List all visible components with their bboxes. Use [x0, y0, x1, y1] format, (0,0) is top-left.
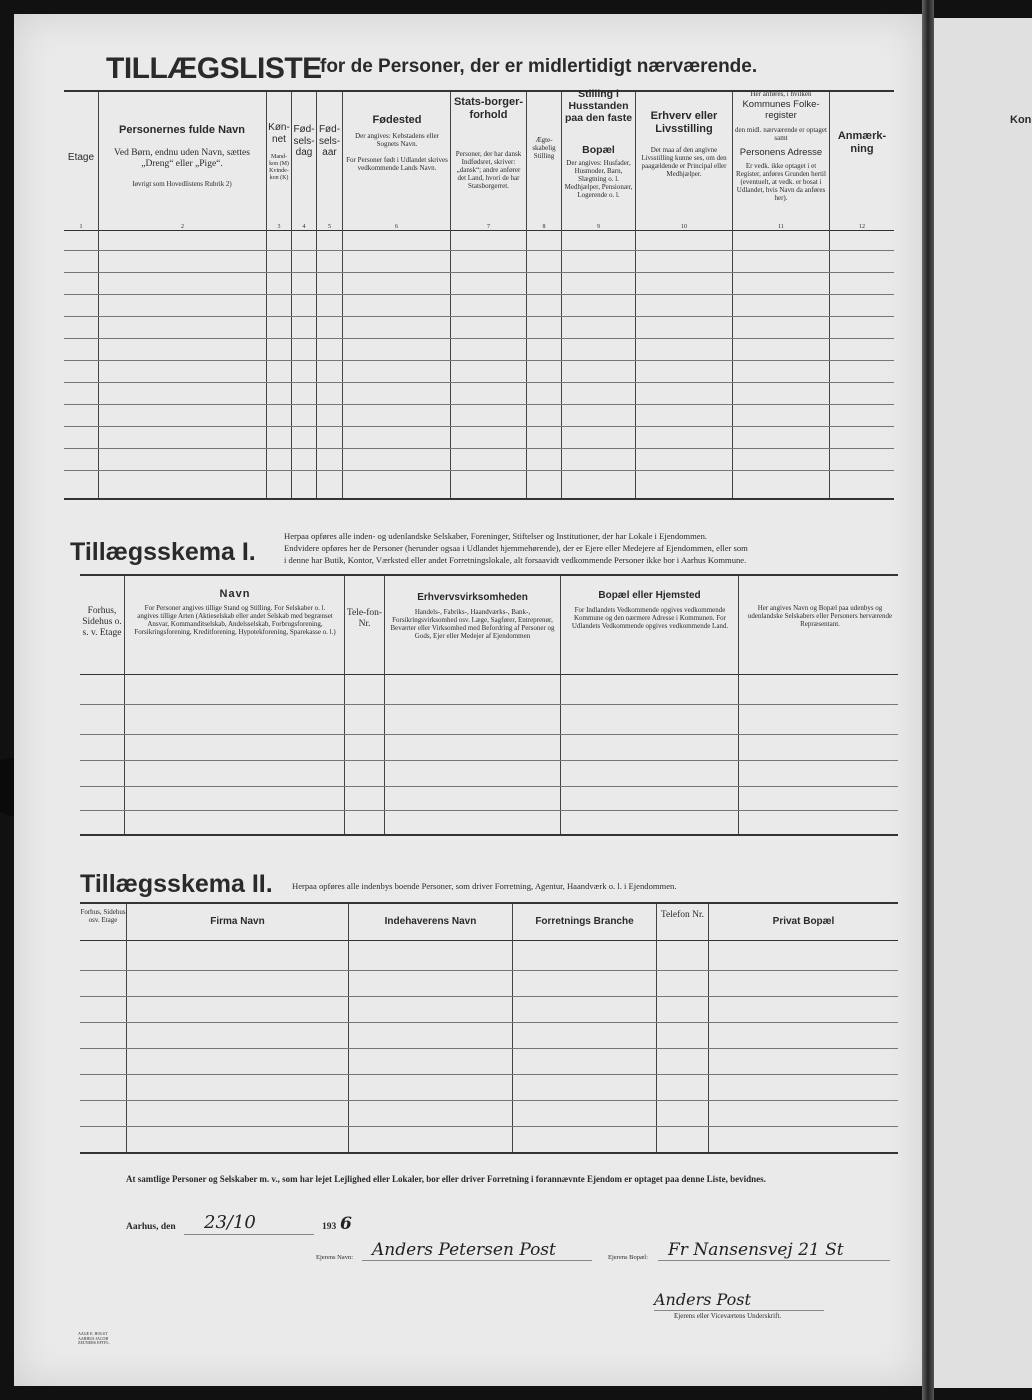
skema1-text-line3: i denne har Butik, Kontor, Værksted eller andet Forretningslokale, alt forsaavidt vedkommende Personer ikke bor i Aarhus Kommune.: [284, 555, 747, 565]
main-row-line: [64, 426, 894, 427]
skema2-row-line: [80, 996, 898, 997]
skema2-table-top: [80, 902, 898, 904]
main-row-line: [64, 338, 894, 339]
col-household-bopael: Bopæl: [582, 144, 615, 156]
skema1-row-line: [80, 704, 898, 705]
skema1-col-business-sub: Handels-, Fabriks-, Haandværks-, Bank-, Forsikringsvirksomhed osv. Læge, Sagfører, Entreprenør, Beværter eller Virksomhed med Befordring af Personer og Gods, Ejer eller Medejer af Ejendommen: [390, 608, 555, 641]
year-printed: 193: [322, 1222, 337, 1232]
skema2-text: Herpaa opføres alle indenbys boende Personer, som driver Forretning, Agentur, Haandværk o. l. i Ejendommen.: [292, 881, 677, 891]
col-remark-header: Anmærk-ning: [837, 130, 887, 155]
owner-address-label: Ejerens Bopæl:: [608, 1254, 648, 1261]
skema1-table-bottom: [80, 834, 898, 836]
main-row-line: [64, 294, 894, 295]
main-subtitle: for de Personer, der er midlertidigt nærværende.: [320, 56, 758, 77]
col-register-sub: Er vedk. ikke optaget i et Register, anføres Grunden hertil (eventuelt, at vedk. er bosat i Udlandet, hvis Navn da anføres her).: [736, 162, 826, 203]
main-row-line: [64, 448, 894, 449]
main-row-line: [64, 470, 894, 471]
col-number: 10: [681, 224, 687, 230]
main-col-sep: [98, 92, 99, 498]
printer-mark: AAGE E. HOLST AARHUS JACOB ZEUNERS EFTFL.: [78, 1331, 110, 1346]
col-register-address: Personens Adresse: [739, 147, 823, 158]
col-number: 4: [302, 224, 306, 230]
skema1-table-top: [80, 574, 898, 576]
main-table-bottom: [64, 498, 894, 500]
col-number: 1: [79, 224, 83, 230]
col-birthyear-header: Fød-sels-aar: [318, 124, 341, 158]
skema1-col-name-sub: For Personer angives tillige Stand og Stilling. For Selskaber o. l. angives tillige Arten (Aktieselskab eller andet Selskab med begrænset Ansvar, Kommanditselskab, Andelsselskab, Forbrugsforening, Forsikringsforening, Kreditforening, Hypotekforening, Sparekasse o. l.): [134, 604, 336, 637]
skema2-col-sep: [708, 904, 709, 1152]
skema2-row-line: [80, 1074, 898, 1075]
skema2-row-line: [80, 1048, 898, 1049]
signature-label: Ejerens eller Viceværtens Underskrift.: [674, 1312, 782, 1320]
skema1-row-line: [80, 786, 898, 787]
skema1-col-residence: Bopæl eller Hjemsted: [598, 590, 701, 601]
skema2-col-sep: [348, 904, 349, 1152]
signature-line: [654, 1310, 824, 1311]
skema1-text-line1: Herpaa opføres alle inden- og udenlandske Selskaber, Foreninger, Stiftelser og Institutioner, der har Lokale i Ejendommen.: [284, 531, 708, 541]
skema2-col-firm: Firma Navn: [210, 916, 265, 927]
col-register-mid: den midl. nærværende er optaget samt: [735, 126, 827, 143]
col-number: 6: [395, 224, 398, 230]
signature-handwritten: Anders Post: [654, 1290, 751, 1309]
skema1-row-line: [80, 810, 898, 811]
next-page-edge-text: Kon: [1010, 114, 1032, 126]
skema2-row-line: [80, 1100, 898, 1101]
skema2-title: Tillægsskema II.: [80, 870, 273, 898]
main-row-line: [64, 360, 894, 361]
year-handwritten: 6: [340, 1214, 352, 1234]
skema1-col-sep: [384, 576, 385, 834]
owner-name-label: Ejerens Navn:: [316, 1254, 354, 1261]
col-name-note: Iøvrigt som Hovedlistens Rubrik 2): [132, 180, 232, 188]
col-register-header: Kommunes Folke-register: [742, 99, 820, 121]
owner-address-line: [658, 1260, 890, 1261]
skema1-header-bottom: [80, 674, 898, 675]
next-page-edge: [934, 18, 1032, 1388]
col-number: 11: [778, 224, 784, 230]
skema2-col-sep: [656, 904, 657, 1152]
main-col-sep: [450, 92, 451, 498]
main-row-line: [64, 382, 894, 383]
col-birthplace-note: For Personer født i Udlandet skrives vedkommende Lands Navn.: [346, 156, 448, 173]
skema1-col-residence-sub: For Indlandets Vedkommende opgives vedkommende Kommune og den nærmere Adresse i Kommunen. For Udlandets Vedkommende opgives vedkommende Land.: [571, 606, 729, 631]
col-household-sub: Der angives: Husfader, Husmoder, Barn, Slægtning o. l. Medhjælper, Pensionær, Logerende o. l.: [564, 159, 633, 200]
main-title: TILLÆGSLISTE: [106, 52, 322, 85]
skema1-title: Tillægsskema I.: [70, 538, 256, 566]
date-handwritten: 23/10: [204, 1212, 256, 1233]
skema1-row-line: [80, 734, 898, 735]
col-name-sub: Ved Børn, endnu uden Navn, sættes „Dreng“ eller „Pige“.: [114, 148, 250, 169]
col-household-header: Stilling i Husstanden paa den faste: [564, 88, 633, 125]
col-number: 12: [859, 224, 865, 230]
skema2-col-owner: Indehaverens Navn: [384, 916, 477, 927]
main-col-sep: [342, 92, 343, 498]
skema2-col-sep: [126, 904, 127, 1152]
col-gender-sub: Mand-kon (M) Kvinde-kon (K): [269, 154, 289, 181]
form-page: [14, 14, 922, 1386]
col-marital-header: Ægte-skabelig Stilling: [532, 136, 556, 161]
owner-name-handwritten: Anders Petersen Post: [372, 1240, 556, 1260]
book-spine: [922, 0, 934, 1400]
col-etage-header: Etage: [67, 152, 95, 163]
col-birthday-header: Fød-sels-dag: [293, 124, 315, 158]
skema2-col-phone: Telefon Nr.: [660, 910, 705, 920]
col-birthplace-header: Fødested: [372, 114, 422, 126]
skema2-row-line: [80, 1022, 898, 1023]
skema1-text-line2: Endvidere opføres her de Personer (herunder ogsaa i Udlandet hjemmehørende), der er Ejere eller Medejere af Ejendommen, eller som: [284, 543, 748, 553]
col-number: 7: [487, 224, 490, 230]
skema1-col-sep: [124, 576, 125, 834]
col-number: 8: [542, 224, 546, 230]
skema2-col-sep: [512, 904, 513, 1152]
col-gender-header: Køn-net: [268, 122, 290, 145]
declaration-text: At samtlige Personer og Selskaber m. v., som har lejet Lejlighed eller Lokaler, bor eller driver Forretning i forannævnte Ejendom er optaget paa denne Liste, bevidnes.: [126, 1174, 766, 1184]
main-col-sep: [266, 92, 267, 498]
skema2-col-branch: Forretnings Branche: [535, 916, 634, 927]
date-line: [184, 1234, 314, 1235]
owner-name-line: [362, 1260, 592, 1261]
skema1-col-business: Erhvervsvirksomheden: [417, 592, 528, 603]
col-number: 3: [277, 224, 281, 230]
col-citizenship-header: Stats-borger-forhold: [453, 96, 524, 121]
col-name-header: Personernes fulde Navn: [119, 124, 245, 136]
col-number: 9: [597, 224, 600, 230]
skema1-col-phone: Tele-fon-Nr.: [346, 608, 383, 629]
skema1-col-name: Navn: [219, 588, 251, 600]
skema1-row-line: [80, 760, 898, 761]
main-row-line: [64, 316, 894, 317]
skema1-col-etage: Forhus, Sidehus o. s. v. Etage: [82, 606, 122, 638]
col-citizenship-sub: Personer, der har dansk Indfødsret, skriver: „dansk“; andre anfører det Land, hvori de har Statsborgerret.: [455, 150, 522, 191]
col-occupation-sub: Det maa af den angivne Livsstilling kunne ses, om den paagældende er Principal eller Medhjælper.: [641, 146, 727, 179]
main-row-line: [64, 250, 894, 251]
skema1-col-sep: [738, 576, 739, 834]
col-number: 2: [181, 224, 184, 230]
place-label: Aarhus, den: [126, 1222, 176, 1232]
skema1-col-representative: Her angives Navn og Bopæl paa udenbys og udenlandske Selskabers eller Personers herværende Repræsentant.: [747, 604, 893, 629]
owner-address-handwritten: Fr Nansensvej 21 St: [668, 1240, 844, 1260]
skema1-col-sep: [560, 576, 561, 834]
col-register-pre: Her anføres, i hvilken: [750, 90, 812, 98]
skema2-header-bottom: [80, 940, 898, 941]
skema2-col-etage: Forhus, Sidehus osv. Etage: [80, 908, 126, 925]
skema2-row-line: [80, 970, 898, 971]
main-col-sep: [635, 92, 636, 498]
main-row-line: [64, 272, 894, 273]
col-birthplace-sub: Der angives: Kebstadens eller Sognets Navn.: [355, 132, 439, 149]
col-occupation-header: Erhverv eller Livsstilling: [650, 110, 718, 135]
skema2-col-private-address: Privat Bopæl: [772, 916, 835, 927]
col-number: 5: [328, 224, 331, 230]
skema2-table-bottom: [80, 1152, 898, 1154]
skema2-row-line: [80, 1126, 898, 1127]
main-row-line: [64, 404, 894, 405]
